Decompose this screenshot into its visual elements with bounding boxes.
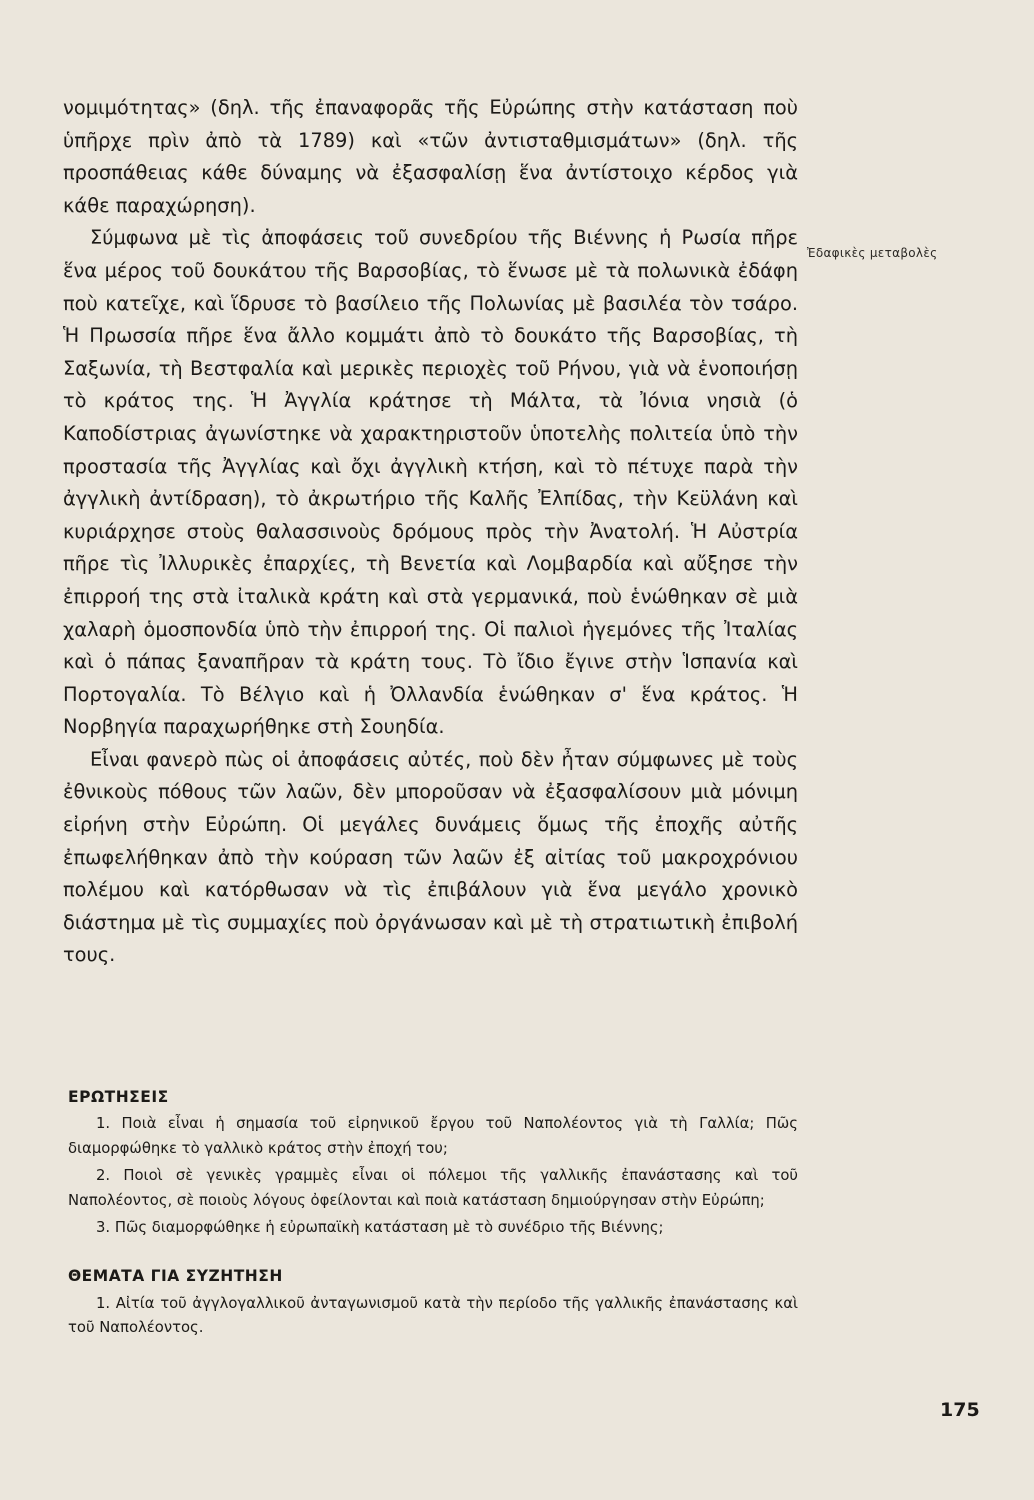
page-number: 175 [940, 1399, 980, 1421]
main-text [63, 92, 798, 972]
margin-note: Ἐδαφικὲς μεταβολὲς [807, 246, 938, 260]
question-item: 3. Πῶς διαμορφώθηκε ἡ εὐρωπαϊκὴ κατάσταση μὲ τὸ συνέδριο τῆς Βιέννης; [96, 1219, 664, 1237]
exercises-section [68, 1085, 798, 1341]
paragraph-continued: νομιμότητας» (δηλ. τῆς ἐπαναφορᾶς τῆς Εὐρώπης στὴν κατάσταση ποὺ ὑπῆρχε πρὶν ἀπὸ τὰ 1789) καὶ «τῶν ἀντισταθμισμάτων» (δηλ. τῆς προσπάθειας κάθε δύναμης νὰ ἐξασφαλίσῃ ἕνα ἀντίστοιχο κέρδος γιὰ κάθε παραχώρηση). [63, 96, 798, 217]
topics-heading: ΘΕΜΑΤΑ ΓΙΑ ΣΥΖΗΤΗΣΗ [68, 1267, 283, 1286]
topic-item: 1. Αἰτία τοῦ ἀγγλογαλλικοῦ ἀνταγωνισμοῦ κατὰ τὴν περίοδο τῆς γαλλικῆς ἐπανάστασης καὶ τοῦ Ναπολέοντος. [68, 1294, 798, 1337]
paragraph-territorial-changes: Σύμφωνα μὲ τὶς ἀποφάσεις τοῦ συνεδρίου τῆς Βιέννης ἡ Ρωσία πῆρε ἕνα μέρος τοῦ δουκάτου τῆς Βαρσοβίας, τὸ ἕνωσε μὲ τὰ πολωνικὰ ἐδάφη ποὺ κατεῖχε, καὶ ἵδρυσε τὸ βασίλειο τῆς Πολωνίας μὲ βασιλέα τὸν τσάρο. Ἡ Πρωσσία πῆρε ἕνα ἄλλο κομμάτι ἀπὸ τὸ δουκάτο τῆς Βαρσοβίας, τὴ Σαξωνία, τὴ Βεστφαλία καὶ μερικὲς περιοχὲς τοῦ Ρήνου, γιὰ νὰ ἑνοποιήσῃ τὸ κράτος της. Ἡ Ἀγγλία κράτησε τὴ Μάλτα, τὰ Ἰόνια νησιὰ (ὁ Καποδίστριας ἀγωνίστηκε νὰ χαρακτηριστοῦν ὑποτελὴς πολιτεία ὑπὸ τὴν προστασία τῆς Ἀγγλίας καὶ ὄχι ἀγγλικὴ κτήση, καὶ τὸ πέτυχε παρὰ τὴν ἀγγλικὴ ἀντίδραση), τὸ ἀκρωτήριο τῆς Καλῆς Ἐλπίδας, τὴν Κεϋλάνη καὶ κυριάρχησε στοὺς θαλασσινοὺς δρόμους πρὸς τὴν Ἀνατολή. Ἡ Αὐστρία πῆρε τὶς Ἰλλυρικὲς ἐπαρχίες, τὴ Βενετία καὶ Λομβαρδία καὶ αὔξησε τὴν ἐπιρροή της στὰ ἰταλικὰ κράτη καὶ στὰ γερμανικά, ποὺ ἑνώθηκαν σὲ μιὰ χαλαρὴ ὁμοσπονδία ὑπὸ τὴν ἐπιρροή της. Οἱ παλιοὶ ἡγεμόνες τῆς Ἰταλίας καὶ ὁ πάπας ξαναπῆραν τὰ κράτη τους. Τὸ ἴδιο ἔγινε στὴν Ἱσπανία καὶ Πορτογαλία. Τὸ Βέλγιο καὶ ἡ Ὀλλανδία ἑνώθηκαν σ' ἕνα κράτος. Ἡ Νορβηγία παραχωρήθηκε στὴ Σουηδία. [63, 226, 798, 739]
questions-heading: ΕΡΩΤΗΣΕΙΣ [68, 1088, 169, 1106]
question-item: 1. Ποιὰ εἶναι ἡ σημασία τοῦ εἰρηνικοῦ ἔργου τοῦ Ναπολέοντος γιὰ τὴ Γαλλία; Πῶς διαμορφώθηκε τὸ γαλλικὸ κράτος στὴν ἐποχή του; [68, 1115, 798, 1157]
question-item: 2. Ποιοὶ σὲ γενικὲς γραμμὲς εἶναι οἱ πόλεμοι τῆς γαλλικῆς ἐπανάστασης καὶ τοῦ Ναπολέοντος, σὲ ποιοὺς λόγους ὀφείλονται καὶ ποιὰ κατάσταση δημιούργησαν στὴν Εὐρώπη; [68, 1167, 798, 1209]
paragraph-conclusion: Εἶναι φανερὸ πὼς οἱ ἀποφάσεις αὐτές, ποὺ δὲν ἦταν σύμφωνες μὲ τοὺς ἐθνικοὺς πόθους τῶν λαῶν, δὲν μποροῦσαν νὰ ἐξασφαλίσουν μιὰ μόνιμη εἰρήνη στὴν Εὐρώπη. Οἱ μεγάλες δυνάμεις ὅμως τῆς ἐποχῆς αὐτῆς ἐπωφελήθηκαν ἀπὸ τὴν κούραση τῶν λαῶν ἐξ αἰτίας τοῦ μακροχρόνιου πολέμου καὶ κατόρθωσαν νὰ τὶς ἐπιβάλουν γιὰ ἕνα μεγάλο χρονικὸ διάστημα μὲ τὶς συμμαχίες ποὺ ὀργάνωσαν καὶ μὲ τὴ στρατιωτικὴ ἐπιβολή τους. [63, 747, 798, 967]
